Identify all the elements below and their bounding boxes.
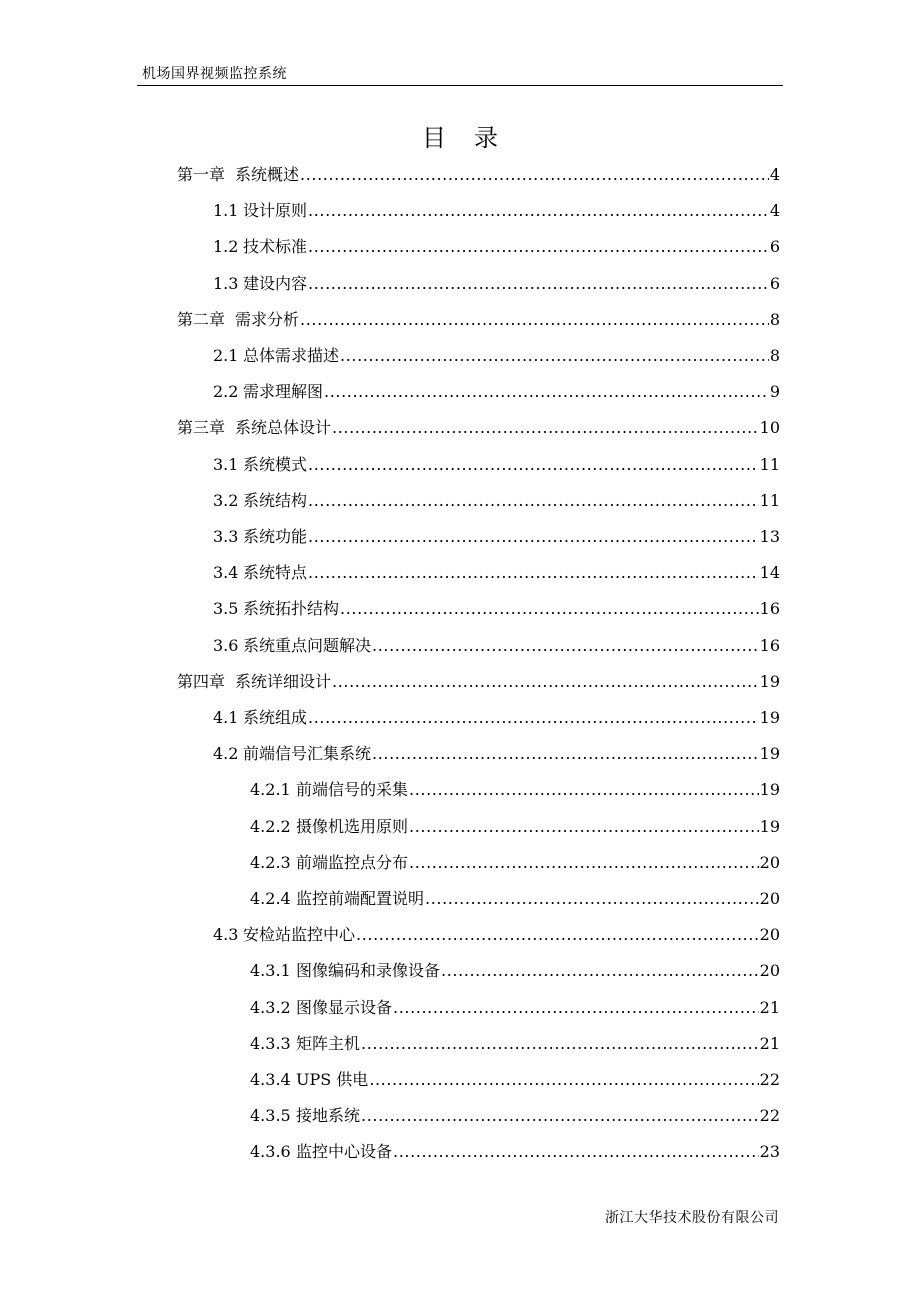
toc-entry-label: 系统结构 [243, 490, 308, 510]
toc-leader-dots [300, 165, 769, 184]
toc-entry-page: 22 [759, 1106, 780, 1126]
toc-entry-page: 20 [759, 925, 780, 945]
toc-entry[interactable] [213, 524, 780, 550]
toc-entry-number: 2.1 [213, 346, 239, 365]
toc-entry[interactable] [177, 307, 780, 333]
toc-entry-number: 4.2.4 [250, 889, 291, 908]
toc-entry-page: 16 [759, 599, 780, 619]
toc-leader-dots [409, 817, 759, 836]
toc-entry-label: 安检站监控中心 [243, 925, 356, 945]
toc-entry[interactable] [213, 488, 780, 514]
toc-entry-label: 系统功能 [243, 527, 308, 546]
toc-entry-page: 19 [759, 780, 780, 800]
toc-entry-label: 摄像机选用原则 [296, 816, 409, 836]
toc-entry-number: 4.2 [213, 744, 239, 764]
toc-leader-dots [308, 237, 769, 256]
toc-entry[interactable] [213, 741, 780, 767]
toc-leader-dots [308, 527, 759, 546]
toc-entry[interactable] [213, 379, 780, 405]
toc-entry-number: 4.1 [213, 708, 239, 727]
toc-entry-page: 4 [769, 165, 780, 184]
toc-entry-number: 4.3.4 [250, 1070, 291, 1089]
toc-leader-dots [393, 998, 759, 1017]
toc-leader-dots [393, 1142, 759, 1161]
toc-entry[interactable] [213, 705, 780, 731]
toc-entry-page: 19 [759, 816, 780, 836]
toc-leader-dots [308, 455, 759, 474]
toc-entry-number: 4.3.6 [250, 1142, 291, 1162]
toc-entry-page: 23 [759, 1142, 780, 1162]
toc-entry-page: 8 [769, 309, 780, 329]
toc-entry-number: 1.2 [213, 237, 239, 257]
toc-entry-page: 20 [759, 889, 780, 908]
toc-entry-label: 系统详细设计 [235, 671, 332, 691]
toc-entry[interactable] [213, 343, 780, 369]
toc-entry-label: 监控中心设备 [296, 1142, 393, 1162]
toc-entry-page: 19 [759, 671, 780, 691]
toc-entry[interactable] [250, 886, 780, 912]
toc-entry[interactable] [250, 850, 780, 876]
toc-entry-page: 10 [759, 418, 780, 438]
toc-leader-dots [409, 853, 759, 872]
toc-entry-number: 4.2.3 [250, 852, 291, 872]
toc-entry[interactable] [177, 162, 780, 188]
toc-entry-page: 22 [759, 1070, 780, 1089]
toc-entry[interactable] [250, 1067, 780, 1093]
toc-leader-dots [372, 636, 759, 655]
toc-entry-label: 前端监控点分布 [296, 852, 409, 872]
toc-entry-label: 系统模式 [243, 454, 308, 474]
toc-entry-page: 19 [759, 744, 780, 764]
toc-leader-dots [361, 1034, 759, 1053]
toc-entry[interactable] [213, 234, 780, 260]
toc-leader-dots [308, 491, 759, 510]
toc-leader-dots [308, 201, 769, 220]
toc-leader-dots [308, 274, 769, 293]
toc-leader-dots [441, 961, 759, 980]
toc-entry-page: 9 [769, 382, 780, 402]
toc-entry-number: 4.3.5 [250, 1106, 291, 1126]
toc-entry-label: 图像显示设备 [296, 997, 393, 1017]
toc-entry[interactable] [250, 1139, 780, 1165]
toc-leader-dots [332, 672, 759, 691]
toc-entry-label: 技术标准 [243, 237, 308, 257]
toc-entry-number: 3.2 [213, 490, 239, 510]
toc-entry-page: 19 [759, 708, 780, 727]
toc-entry-label: 建设内容 [243, 273, 308, 293]
toc-entry-label: 系统重点问题解决 [243, 635, 372, 655]
toc-entry-label: UPS 供电 [296, 1070, 369, 1089]
toc-entry[interactable] [213, 198, 780, 224]
toc-entry-page: 14 [759, 563, 780, 583]
toc-entry-number: 4.2.1 [250, 780, 291, 800]
toc-entry[interactable] [250, 1103, 780, 1129]
toc-entry[interactable] [250, 814, 780, 840]
toc-entry-label: 系统特点 [243, 563, 308, 583]
toc-entry-label: 系统总体设计 [235, 418, 332, 438]
toc-leader-dots [369, 1070, 758, 1089]
toc-entry-label: 前端信号的采集 [296, 780, 409, 800]
toc-entry-page: 11 [759, 490, 780, 510]
toc-entry-label: 系统概述 [235, 165, 300, 184]
toc-leader-dots [340, 599, 759, 618]
toc-entry[interactable] [250, 777, 780, 803]
toc-leader-dots [332, 418, 759, 437]
toc-entry-number: 4.3.3 [250, 1033, 291, 1053]
toc-entry-label: 监控前端配置说明 [296, 889, 425, 908]
toc-entry[interactable] [177, 415, 780, 441]
toc-leader-dots [425, 889, 759, 908]
toc-leader-dots [300, 310, 769, 329]
toc-entry-number: 3.5 [213, 599, 239, 619]
toc-entry-label: 接地系统 [296, 1106, 361, 1126]
toc-entry-page: 6 [769, 273, 780, 293]
toc-entry-page: 13 [759, 527, 780, 546]
toc-leader-dots [324, 382, 769, 401]
toc-leader-dots [372, 744, 759, 763]
toc-leader-dots [361, 1106, 759, 1125]
toc-entry[interactable] [213, 271, 780, 297]
toc-entry-page: 4 [769, 201, 780, 221]
toc-entry-label: 设计原则 [243, 201, 308, 221]
toc-entry-number: 3.1 [213, 454, 239, 474]
toc-entry[interactable] [213, 922, 780, 948]
toc-entry-page: 11 [759, 454, 780, 474]
toc-entry-page: 8 [769, 346, 780, 365]
toc-entry-label: 图像编码和录像设备 [296, 961, 441, 981]
running-footer: 浙江大华技术股份有限公司 [605, 1210, 779, 1226]
toc-entry-number: 1.1 [213, 201, 239, 221]
toc-entry-label: 系统组成 [243, 708, 308, 727]
toc-entry[interactable] [250, 995, 780, 1021]
toc-entry-label: 需求分析 [235, 309, 300, 329]
toc-entry-number: 3.3 [213, 527, 239, 546]
toc-entry-page: 6 [769, 237, 780, 257]
toc-entry[interactable] [250, 958, 780, 984]
running-header: 机场国界视频监控系统 [142, 66, 287, 82]
toc-entry-number: 4.2.2 [250, 816, 291, 836]
toc-entry-number: 4.3 [213, 925, 239, 945]
toc-leader-dots [308, 708, 759, 727]
toc-entry[interactable] [213, 596, 780, 622]
toc-entry-number: 3.4 [213, 563, 239, 583]
toc-entry-label: 系统拓扑结构 [243, 599, 340, 619]
toc-entry-label: 需求理解图 [243, 382, 324, 402]
toc-entry-number: 第三章 [177, 418, 226, 438]
toc-entry[interactable] [250, 1031, 780, 1057]
toc-entry-label: 矩阵主机 [296, 1033, 361, 1053]
toc-entry[interactable] [213, 452, 780, 478]
toc-entry-number: 4.3.1 [250, 961, 291, 981]
toc-leader-dots [356, 925, 759, 944]
toc-entry-page: 20 [759, 961, 780, 981]
toc-entry-page: 21 [759, 1033, 780, 1053]
toc-entry[interactable] [177, 669, 780, 695]
toc-entry[interactable] [213, 560, 780, 586]
toc-entry[interactable] [213, 633, 780, 659]
toc-entry-page: 16 [759, 635, 780, 655]
toc-leader-dots [340, 346, 769, 365]
toc-entry-label: 前端信号汇集系统 [243, 744, 372, 764]
toc-entry-page: 20 [759, 852, 780, 872]
toc-entry-number: 第一章 [177, 165, 226, 184]
toc-entry-number: 3.6 [213, 635, 239, 655]
toc-entry-number: 4.3.2 [250, 997, 291, 1017]
toc-title: 目录 [422, 124, 526, 152]
header-divider [137, 85, 783, 86]
toc-leader-dots [308, 563, 759, 582]
toc-entry-number: 第四章 [177, 671, 226, 691]
toc-entry-number: 第二章 [177, 309, 226, 329]
toc-entry-page: 21 [759, 997, 780, 1017]
toc-leader-dots [409, 780, 759, 799]
toc-entry-number: 1.3 [213, 273, 239, 293]
toc-entry-number: 2.2 [213, 382, 239, 402]
toc-entry-label: 总体需求描述 [243, 346, 340, 365]
